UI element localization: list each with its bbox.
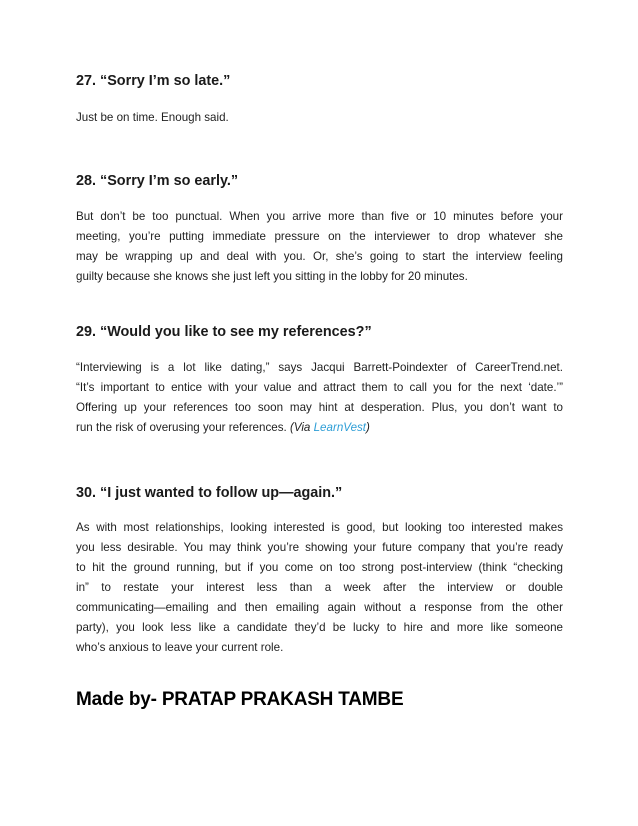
section-29-line-4 <box>76 418 563 438</box>
section-29-heading: 29. “Would you like to see my references?” <box>76 324 372 340</box>
via-suffix: ) <box>366 421 370 434</box>
section-28-line-4: guilty because she knows she just left you sitting in the lobby for 20 minutes. <box>76 270 468 283</box>
section-27-heading: 27. “Sorry I’m so late.” <box>76 73 231 89</box>
author-credit: Made by- PRATAP PRAKASH TAMBE <box>76 689 404 710</box>
section-30-line-3: to hit the ground running, but if you come on too strong post-interview (think “checking <box>76 561 563 574</box>
section-29-line-3: Offering up your references too soon may hint at desperation. Plus, you don’t want to <box>76 401 563 414</box>
section-29-line-2: “It’s important to entice with your value and attract them to call you for the next ‘date.’” <box>76 381 563 394</box>
section-30-line-7: who’s anxious to leave your current role. <box>76 641 284 654</box>
section-28-line-2: meeting, you’re putting immediate pressure on the interviewer to drop whatever she <box>76 230 563 243</box>
learnvest-link[interactable]: LearnVest <box>313 421 367 434</box>
section-28-line-3: may be wrapping up and deal with you. Or, she’s going to start the interview feeling <box>76 250 563 263</box>
section-28-line-1: But don’t be too punctual. When you arrive more than five or 10 minutes before your <box>76 210 563 223</box>
section-30-line-5: communicating—emailing and then emailing again without a response from the other <box>76 601 563 614</box>
section-30-heading: 30. “I just wanted to follow up—again.” <box>76 485 343 501</box>
section-27-line-1: Just be on time. Enough said. <box>76 111 229 124</box>
section-30-line-4: in” to restate your interest less than a week after the interview or double <box>76 581 563 594</box>
section-30-line-1: As with most relationships, looking interested is good, but looking too interested makes <box>76 521 563 534</box>
section-30-line-6: party), you look less like a candidate they’d be lucky to hire and more like someone <box>76 621 563 634</box>
section-29-line-1: “Interviewing is a lot like dating,” says Jacqui Barrett-Poindexter of CareerTrend.net. <box>76 361 563 374</box>
section-30-body <box>76 518 563 658</box>
section-27-body <box>76 108 563 128</box>
section-29-body <box>76 358 563 438</box>
section-29-line-4-text: run the risk of overusing your references. <box>76 421 287 434</box>
section-28-heading: 28. “Sorry I’m so early.” <box>76 173 239 189</box>
via-prefix: (Via <box>289 421 314 434</box>
section-28-body <box>76 207 563 287</box>
section-30-line-2: you less desirable. You may think you’re showing your future company that you’re ready <box>76 541 563 554</box>
